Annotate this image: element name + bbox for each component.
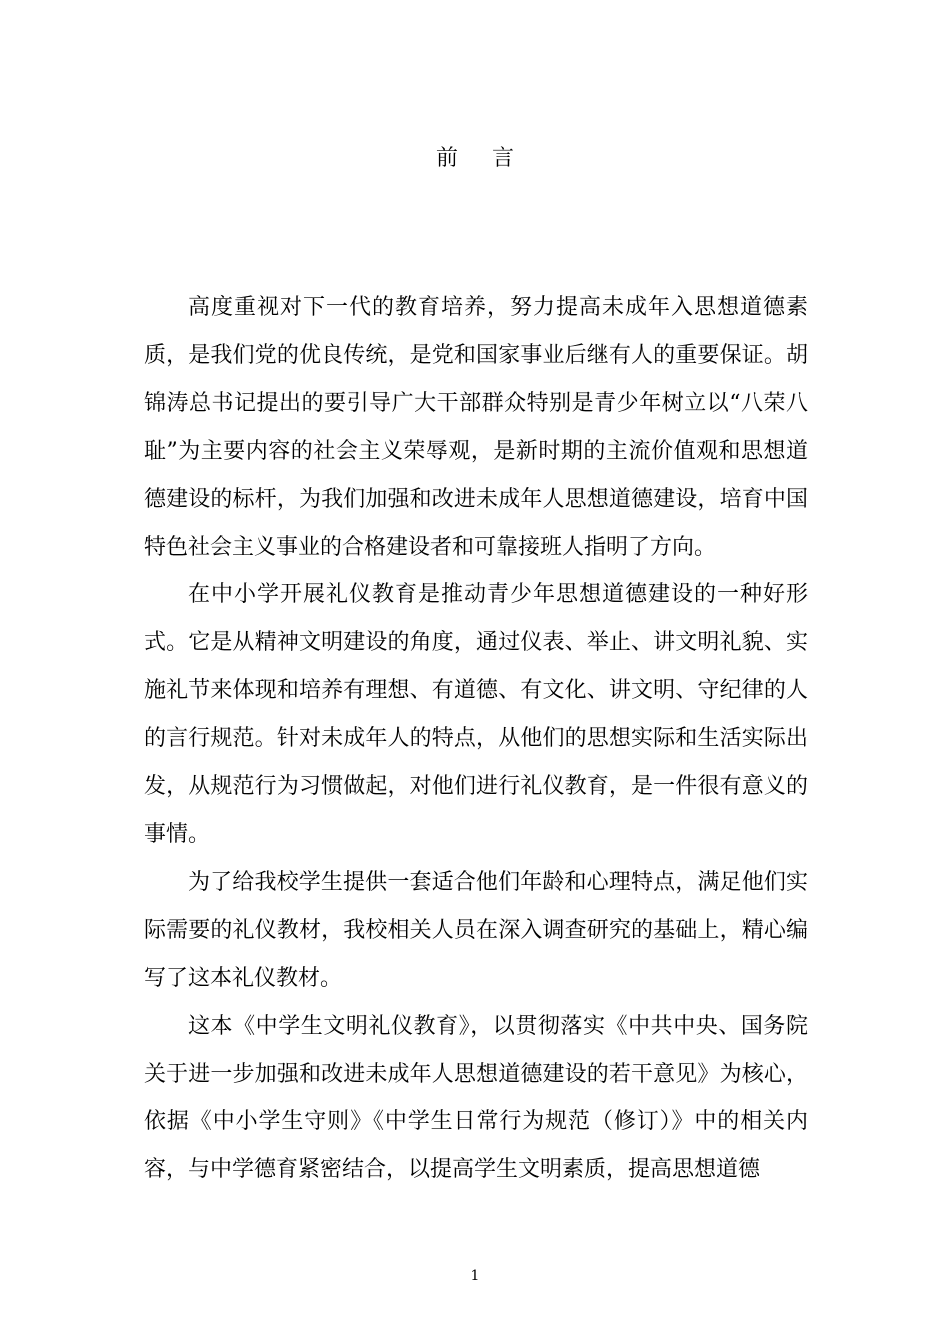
paragraph: 在中小学开展礼仪教育是推动青少年思想道德建设的一种好形式。它是从精神文明建设的角度，通过仪表、举止、讲文明礼貌、实施礼节来体现和培养有理想、有道德、有文化、讲文明、守纪律的人的言行规范。针对未成年人的特点，从他们的思想实际和生活实际出发，从规范行为习惯做起，对他们进行礼仪教育，是一件很有意义的事情。 xyxy=(144,582,808,847)
page-title: 前言 xyxy=(435,146,548,171)
page-number: 1 xyxy=(470,1268,480,1284)
paragraph: 高度重视对下一代的教育培养，努力提高未成年入思想道德素质，是我们党的优良传统，是党和国家事业后继有人的重要保证。胡锦涛总书记提出的要引导广大干部群众特别是青少年树立以“八荣八耻”为主要内容的社会主义荣辱观，是新时期的主流价值观和思想道德建设的标杆，为我们加强和改进未成年人思想道德建设，培育中国特色社会主义事业的合格建设者和可靠接班人指明了方向。 xyxy=(144,295,808,560)
paragraph: 为了给我校学生提供一套适合他们年龄和心理特点，满足他们实际需要的礼仪教材，我校相关人员在深入调查研究的基础上，精心编写了这本礼仪教材。 xyxy=(144,869,808,991)
paragraph: 这本《中学生文明礼仪教育》，以贯彻落实《中共中央、国务院关于进一步加强和改进未成年人思想道德建设的若干意见》为核心，依据《中小学生守则》《中学生日常行为规范（修订）》中的相关内容，与中学德育紧密结合，以提高学生文明素质，提高思想道德 xyxy=(144,1013,808,1183)
body-text xyxy=(144,284,808,1194)
